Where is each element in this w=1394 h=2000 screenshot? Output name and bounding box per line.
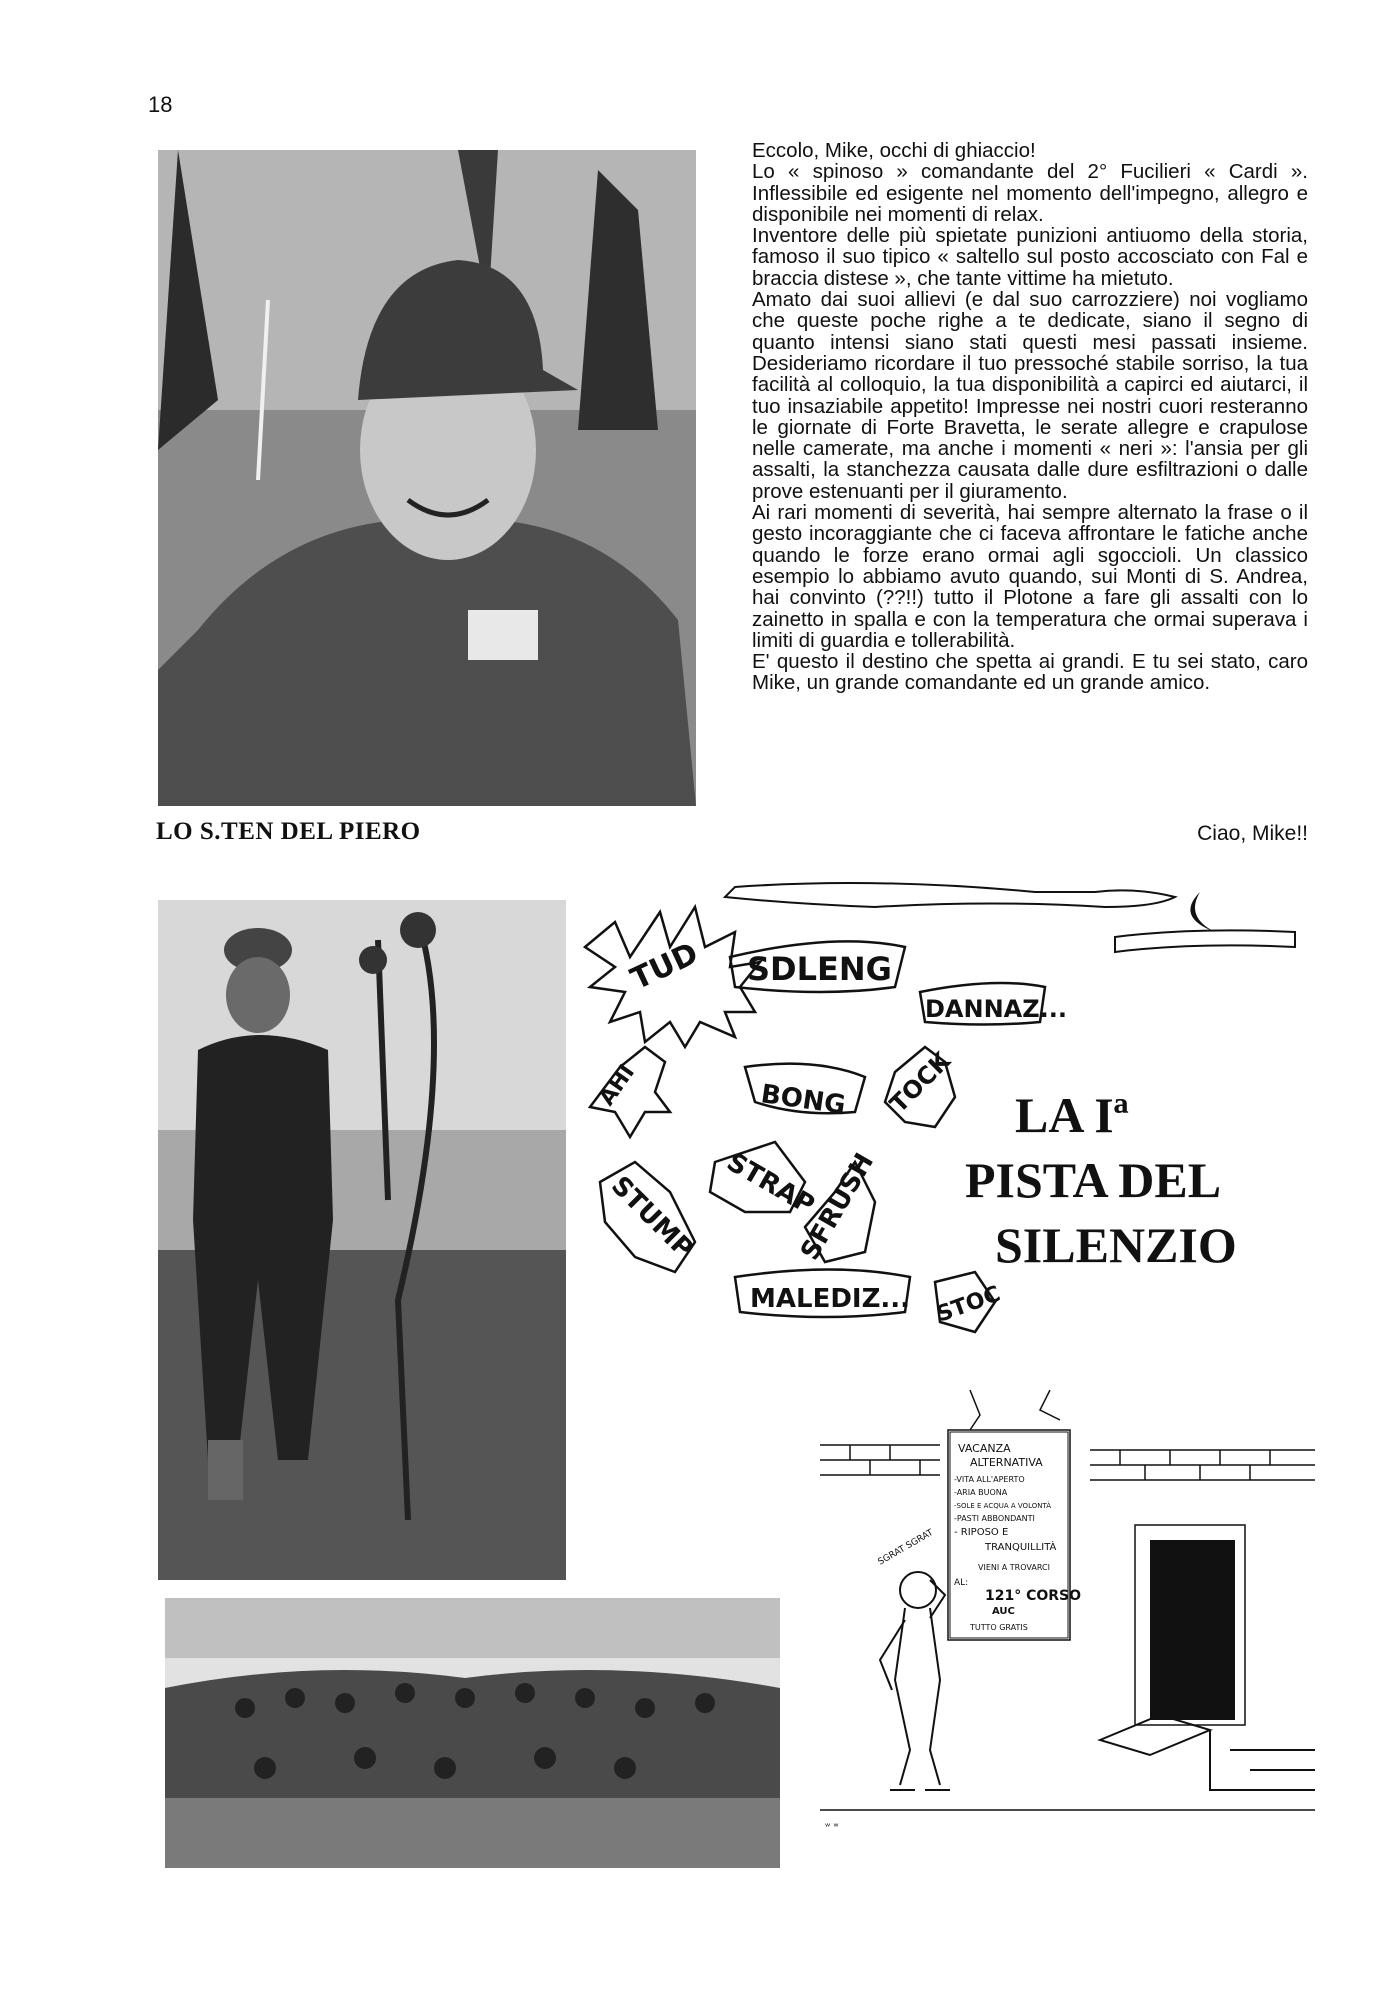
sign-line: AUC <box>992 1606 1015 1617</box>
cartoon-illustration <box>820 1390 1315 1840</box>
sfx-tock: TOCK <box>884 1046 956 1119</box>
sign-line: TRANQUILLITÀ <box>985 1542 1057 1553</box>
sign-line: 121° CORSO <box>985 1588 1082 1604</box>
soldier-photo <box>158 900 566 1580</box>
sign-line: VIENI A TROVARCI <box>978 1563 1050 1572</box>
article-paragraph: Inventore delle più spietate punizioni antiuomo della storia, famoso il suo tipico « saltello sul posto accosciato con Fal e braccia distese », che tante vittime ha mietuto. <box>752 224 1308 290</box>
sign-line: TUTTO GRATIS <box>970 1623 1028 1632</box>
sign-line: -PASTI ABBONDANTI <box>954 1514 1035 1523</box>
sign-line: AL: <box>954 1578 969 1588</box>
sign-line: -ARIA BUONA <box>954 1488 1008 1497</box>
sfx-sfrush: SFRUSH <box>795 1148 881 1266</box>
article-paragraph: Eccolo, Mike, occhi di ghiaccio! <box>752 139 1036 162</box>
article-paragraph: E' questo il destino che spetta ai grandi. E tu sei stato, caro Mike, un grande comandante ed un grande amico. <box>752 650 1308 695</box>
sign-line: -VITA ALL'APERTO <box>954 1475 1025 1484</box>
thought-text: SGRAT SGRAT <box>876 1527 936 1568</box>
comic-title-line-2: PISTA DEL <box>965 1152 1222 1208</box>
article-paragraph: Lo « spinoso » comandante del 2° Fucilieri « Cardi ». Inflessibile ed esigente nel momento dell'impegno, allegro e disponibile nei momenti di relax. <box>752 160 1308 226</box>
article-paragraph: Amato dai suoi allievi (e dal suo carrozziere) noi vogliamo che queste poche righe a te dedicate, siano il segno di quanto intensi siano stati questi mesi passati insieme. Desideriamo ricordare il tuo pressoché stabile sorriso, la tua facilità al colloquio, la tua disponibilità a capirci ed aiutarci, il tuo insaziabile appetito! Impresse nei nostri cuori resteranno le giornate di Forte Bravetta, le serate allegre e crapulose nelle camerate, ma anche i momenti « neri »: l'ansia per gli assalti, la stanchezza causata dalle dure esfiltrazioni o dalle prove estenuanti per il giuramento. <box>752 288 1308 503</box>
sign-line: -SOLE E ACQUA A VOLONTÀ <box>954 1502 1051 1510</box>
sfx-malediz: MALEDIZ... <box>750 1284 911 1314</box>
comic-title-line-1: LA Iª <box>1015 1087 1129 1143</box>
article-text <box>752 140 1308 694</box>
sign-line: ALTERNATIVA <box>970 1456 1043 1469</box>
sign-line: - RIPOSO E <box>954 1527 1009 1538</box>
sfx-stump: STUMP <box>605 1170 699 1265</box>
sfx-stoc: STOC <box>933 1281 1004 1328</box>
sfx-tud: TUD <box>625 936 704 998</box>
article-paragraph: Ai rari momenti di severità, hai sempre alternato la frase o il gesto incoraggiante che ci faceva affrontare le fatiche anche quando le forze erano ormai agli sgoccioli. Un classico esempio lo abbiamo avuto quando, sui Monti di S. Andrea, hai convinto (??!!) tutto il Plotone a fare gli assalti con lo zainetto in spalla e con la temperatura che ormai superava i limiti di guardia e tollerabilità. <box>752 501 1308 652</box>
sfx-bong: BONG <box>759 1079 848 1121</box>
sfx-sdleng: SDLENG <box>747 950 892 988</box>
comic-sound-effects <box>575 862 1315 1357</box>
sfx-dannaz: DANNAZ... <box>925 995 1067 1023</box>
sign-line: VACANZA <box>958 1442 1011 1455</box>
group-photo <box>165 1598 780 1868</box>
photo-caption: LO S.TEN DEL PIERO <box>156 818 421 845</box>
page-number: 18 <box>148 92 173 117</box>
signoff: Ciao, Mike!! <box>1197 822 1308 845</box>
sfx-ahi: AHI <box>594 1060 640 1111</box>
cartoon-grass: ʷ ʷ <box>825 1822 839 1833</box>
portrait-photo <box>158 150 696 806</box>
comic-title-line-3: SILENZIO <box>995 1217 1237 1273</box>
sfx-strap: STRAP <box>721 1147 820 1221</box>
